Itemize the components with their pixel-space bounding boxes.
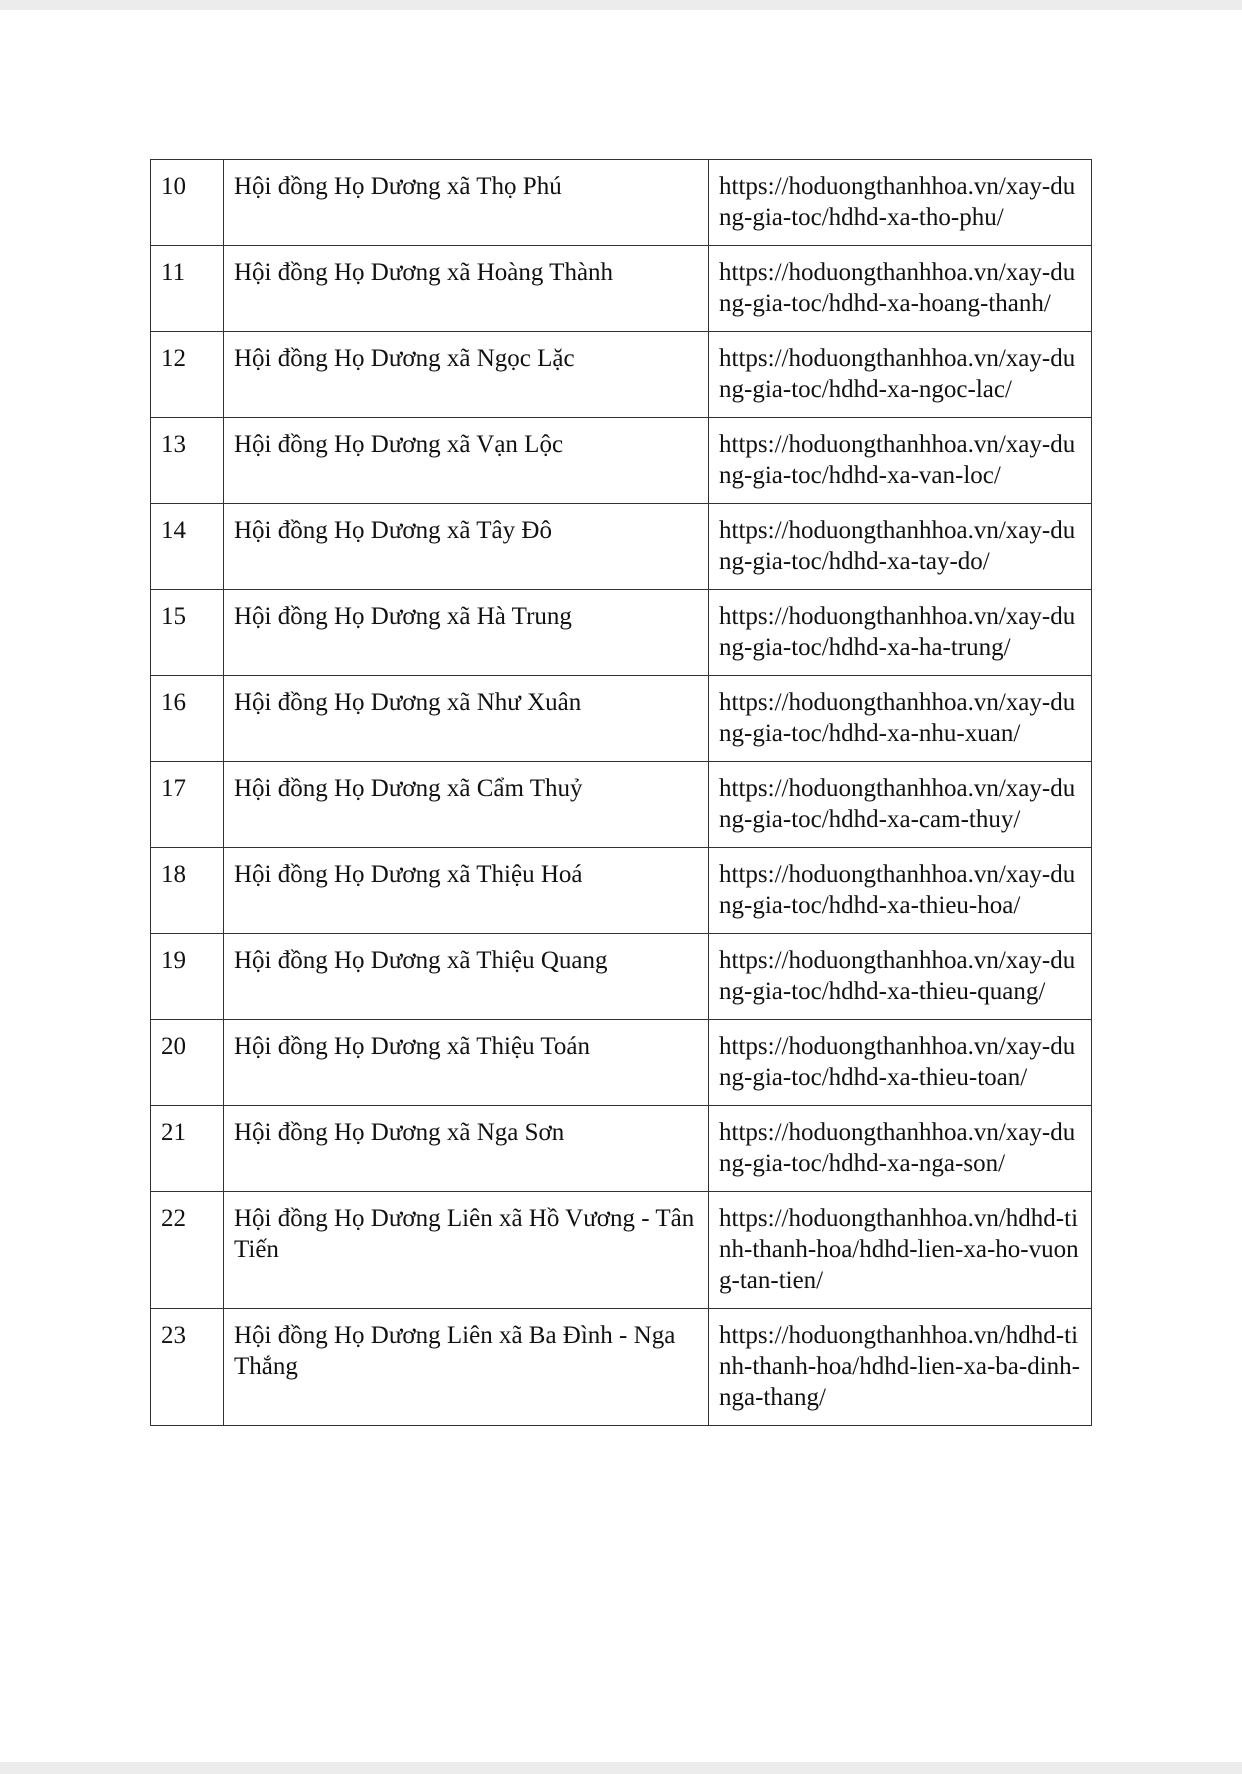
- council-url[interactable]: https://hoduongthanhhoa.vn/hdhd-tinh-thanh-hoa/hdhd-lien-xa-ho-vuong-tan-tien/: [709, 1192, 1092, 1309]
- row-number: 22: [151, 1192, 224, 1309]
- council-url[interactable]: https://hoduongthanhhoa.vn/xay-dung-gia-toc/hdhd-xa-thieu-hoa/: [709, 848, 1092, 934]
- council-name: Hội đồng Họ Dương Liên xã Hồ Vương - Tân Tiến: [224, 1192, 709, 1309]
- table-row: [151, 676, 1092, 762]
- row-number: 23: [151, 1309, 224, 1426]
- row-number: 15: [151, 590, 224, 676]
- document-page: [0, 10, 1242, 1762]
- table-row: [151, 246, 1092, 332]
- council-name: Hội đồng Họ Dương xã Như Xuân: [224, 676, 709, 762]
- council-name: Hội đồng Họ Dương Liên xã Ba Đình - Nga Thắng: [224, 1309, 709, 1426]
- table-row: [151, 590, 1092, 676]
- council-url[interactable]: https://hoduongthanhhoa.vn/xay-dung-gia-toc/hdhd-xa-cam-thuy/: [709, 762, 1092, 848]
- council-url[interactable]: https://hoduongthanhhoa.vn/xay-dung-gia-toc/hdhd-xa-thieu-toan/: [709, 1020, 1092, 1106]
- row-number: 17: [151, 762, 224, 848]
- council-link-table: [150, 159, 1092, 1426]
- council-url[interactable]: https://hoduongthanhhoa.vn/xay-dung-gia-toc/hdhd-xa-tay-do/: [709, 504, 1092, 590]
- table-row: [151, 160, 1092, 246]
- council-name: Hội đồng Họ Dương xã Cẩm Thuỷ: [224, 762, 709, 848]
- table-row: [151, 848, 1092, 934]
- table-row: [151, 1192, 1092, 1309]
- council-url[interactable]: https://hoduongthanhhoa.vn/hdhd-tinh-thanh-hoa/hdhd-lien-xa-ba-dinh-nga-thang/: [709, 1309, 1092, 1426]
- council-name: Hội đồng Họ Dương xã Nga Sơn: [224, 1106, 709, 1192]
- row-number: 10: [151, 160, 224, 246]
- table-row: [151, 1020, 1092, 1106]
- council-url[interactable]: https://hoduongthanhhoa.vn/xay-dung-gia-toc/hdhd-xa-ngoc-lac/: [709, 332, 1092, 418]
- council-name: Hội đồng Họ Dương xã Hoàng Thành: [224, 246, 709, 332]
- table-row: [151, 934, 1092, 1020]
- council-name: Hội đồng Họ Dương xã Thiệu Toán: [224, 1020, 709, 1106]
- row-number: 21: [151, 1106, 224, 1192]
- row-number: 12: [151, 332, 224, 418]
- row-number: 16: [151, 676, 224, 762]
- council-url[interactable]: https://hoduongthanhhoa.vn/xay-dung-gia-toc/hdhd-xa-ha-trung/: [709, 590, 1092, 676]
- council-url[interactable]: https://hoduongthanhhoa.vn/xay-dung-gia-toc/hdhd-xa-nhu-xuan/: [709, 676, 1092, 762]
- council-url[interactable]: https://hoduongthanhhoa.vn/xay-dung-gia-toc/hdhd-xa-tho-phu/: [709, 160, 1092, 246]
- council-name: Hội đồng Họ Dương xã Thiệu Hoá: [224, 848, 709, 934]
- council-name: Hội đồng Họ Dương xã Thiệu Quang: [224, 934, 709, 1020]
- council-url[interactable]: https://hoduongthanhhoa.vn/xay-dung-gia-toc/hdhd-xa-van-loc/: [709, 418, 1092, 504]
- council-name: Hội đồng Họ Dương xã Tây Đô: [224, 504, 709, 590]
- table-row: [151, 418, 1092, 504]
- table-row: [151, 332, 1092, 418]
- council-url[interactable]: https://hoduongthanhhoa.vn/xay-dung-gia-toc/hdhd-xa-hoang-thanh/: [709, 246, 1092, 332]
- row-number: 11: [151, 246, 224, 332]
- table-row: [151, 504, 1092, 590]
- council-url[interactable]: https://hoduongthanhhoa.vn/xay-dung-gia-toc/hdhd-xa-thieu-quang/: [709, 934, 1092, 1020]
- row-number: 20: [151, 1020, 224, 1106]
- table-row: [151, 762, 1092, 848]
- table-row: [151, 1309, 1092, 1426]
- row-number: 13: [151, 418, 224, 504]
- council-url[interactable]: https://hoduongthanhhoa.vn/xay-dung-gia-toc/hdhd-xa-nga-son/: [709, 1106, 1092, 1192]
- row-number: 18: [151, 848, 224, 934]
- council-name: Hội đồng Họ Dương xã Hà Trung: [224, 590, 709, 676]
- council-name: Hội đồng Họ Dương xã Ngọc Lặc: [224, 332, 709, 418]
- row-number: 14: [151, 504, 224, 590]
- council-name: Hội đồng Họ Dương xã Vạn Lộc: [224, 418, 709, 504]
- council-name: Hội đồng Họ Dương xã Thọ Phú: [224, 160, 709, 246]
- row-number: 19: [151, 934, 224, 1020]
- table-row: [151, 1106, 1092, 1192]
